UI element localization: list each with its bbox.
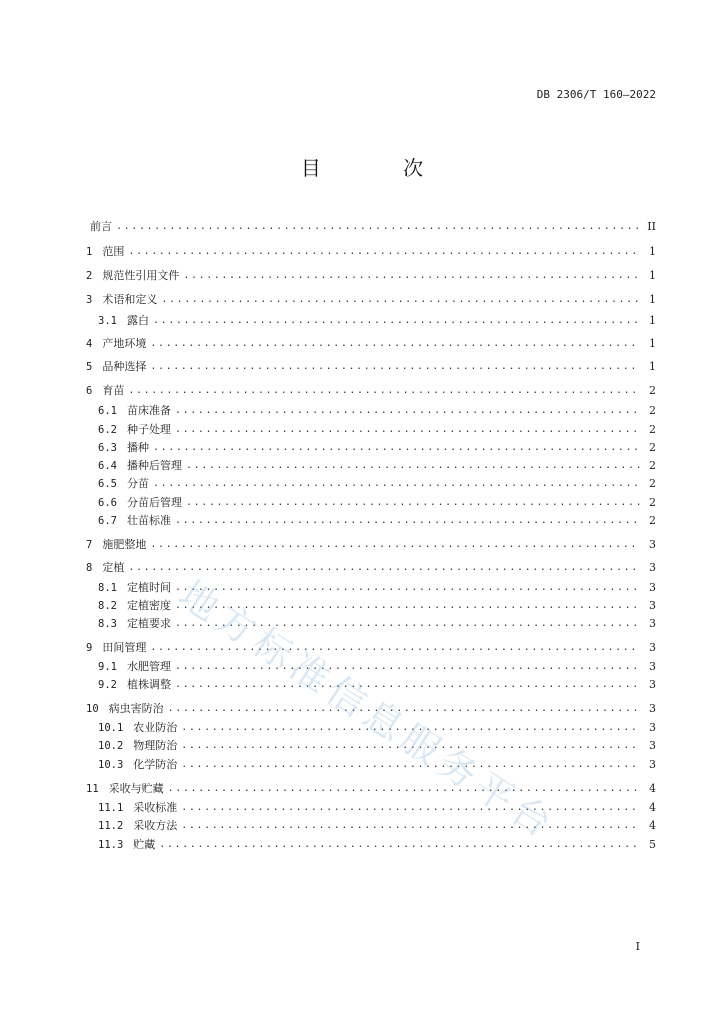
toc-leader-dots: [150, 640, 640, 656]
toc-subentry[interactable]: [86, 580, 656, 596]
toc-entry[interactable]: [86, 268, 656, 284]
toc-leader-dots: [175, 677, 640, 693]
toc-leader-dots: [128, 244, 640, 260]
toc-page-number: 3: [649, 758, 656, 771]
toc-entry[interactable]: [86, 244, 656, 260]
toc-entry-title: 化学防治: [133, 758, 178, 771]
toc-page-number: 3: [649, 660, 656, 673]
toc-page-number: 3: [649, 702, 656, 715]
toc-entry-title: 露白: [126, 314, 149, 327]
toc-entry-title: 农业防治: [133, 721, 178, 734]
toc-page-number: 1: [649, 293, 656, 306]
toc-subentry[interactable]: [86, 757, 656, 773]
toc-page-number: 1: [649, 314, 656, 327]
toc-leader-dots: [175, 616, 640, 632]
toc-entry-title: 物理防治: [133, 739, 178, 752]
toc-entry-number: 9: [86, 642, 93, 654]
toc-entry-title: 术语和定义: [102, 293, 158, 306]
toc-page-number: 5: [649, 838, 656, 851]
toc-entry-title: 定植密度: [126, 599, 171, 612]
toc-entry-title: 苗床准备: [126, 404, 171, 417]
toc-leader-dots: [150, 336, 640, 352]
toc-entry-number: 10.1: [98, 722, 124, 734]
toc-leader-dots: [175, 580, 640, 596]
toc-entry[interactable]: [86, 701, 656, 717]
toc-entry-number: 11.1: [98, 802, 124, 814]
toc-entry-title: 施肥整地: [102, 538, 147, 551]
toc-leader-dots: [150, 359, 640, 375]
toc-page-number: 2: [649, 423, 656, 436]
toc-leader-dots: [153, 313, 640, 329]
toc-entry-title: 分苗后管理: [126, 496, 182, 509]
toc-entry[interactable]: [86, 537, 656, 553]
toc-page-number: 3: [649, 561, 656, 574]
toc-entry-title: 采收标准: [133, 801, 178, 814]
toc-entry-number: 7: [86, 539, 93, 551]
toc-entry-title: 规范性引用文件: [102, 269, 180, 282]
toc-entry-number: 10.2: [98, 740, 124, 752]
toc-entry-number: 8.1: [98, 582, 117, 594]
toc-page-number: 2: [649, 404, 656, 417]
watermark: 地方标准信息服务平台: [171, 571, 565, 849]
toc-page-number: 2: [649, 459, 656, 472]
toc-entry-number: 6: [86, 385, 93, 397]
toc-leader-dots: [128, 560, 640, 576]
toc-page-number: 2: [649, 441, 656, 454]
toc-page-number: 2: [649, 384, 656, 397]
document-code: DB 2306/T 160—2022: [536, 88, 656, 101]
toc-entry-title: 播种后管理: [126, 459, 182, 472]
toc-entry[interactable]: [86, 560, 656, 576]
toc-leader-dots: [159, 837, 640, 853]
toc-subentry[interactable]: [86, 440, 656, 456]
toc-entry-title: 播种: [126, 441, 149, 454]
toc-leader-dots: [175, 513, 640, 529]
toc-entry-number: 9.2: [98, 679, 117, 691]
toc-subentry[interactable]: [86, 720, 656, 736]
toc-leader-dots: [186, 495, 640, 511]
toc-entry[interactable]: [86, 640, 656, 656]
toc-entry-number: 8.3: [98, 618, 117, 630]
toc-entry[interactable]: [86, 781, 656, 797]
toc-leader-dots: [181, 720, 640, 736]
toc-page-number: 4: [649, 819, 656, 832]
toc-leader-dots: [175, 403, 640, 419]
toc-entry-number: 5: [86, 361, 93, 373]
toc-entry-number: 6.6: [98, 497, 117, 509]
toc-entry[interactable]: [86, 219, 656, 235]
toc-entry[interactable]: [86, 336, 656, 352]
toc-entry[interactable]: [86, 292, 656, 308]
toc-entry-title: 壮苗标准: [126, 514, 171, 527]
toc-entry-number: 10: [86, 703, 99, 715]
toc-entry-number: 6.2: [98, 424, 117, 436]
toc-page-number: 3: [649, 581, 656, 594]
toc-entry-title: 贮藏: [133, 838, 156, 851]
toc-page-number: 4: [649, 782, 656, 795]
toc-leader-dots: [186, 458, 640, 474]
toc-leader-dots: [175, 598, 640, 614]
toc-leader-dots: [181, 738, 640, 754]
toc-entry-title: 育苗: [102, 384, 125, 397]
toc-entry-title: 病虫害防治: [108, 702, 164, 715]
toc-page-number: 1: [649, 360, 656, 373]
toc-page-number: 2: [649, 477, 656, 490]
toc-leader-dots: [116, 219, 640, 235]
toc-leader-dots: [150, 537, 640, 553]
toc-entry-number: 10.3: [98, 759, 124, 771]
toc-page-number: 3: [649, 538, 656, 551]
toc-entry-number: 3.1: [98, 315, 117, 327]
toc-entry-title: 田间管理: [102, 641, 147, 654]
toc-entry-number: 6.5: [98, 478, 117, 490]
toc-entry-number: 11: [86, 783, 99, 795]
toc-subentry[interactable]: [86, 513, 656, 529]
toc-entry-title: 前言: [90, 220, 112, 233]
toc-page-number: 3: [649, 599, 656, 612]
toc-subentry[interactable]: [86, 598, 656, 614]
toc-page-number: 4: [649, 801, 656, 814]
toc-entry[interactable]: [86, 359, 656, 375]
toc-entry-title: 采收与贮藏: [108, 782, 164, 795]
toc-subentry[interactable]: [86, 495, 656, 511]
toc-entry-number: 1: [86, 246, 93, 258]
toc-leader-dots: [168, 701, 640, 717]
toc-entry-title: 定植要求: [126, 617, 171, 630]
toc-entry-number: 2: [86, 270, 93, 282]
toc-subentry[interactable]: [86, 476, 656, 492]
toc-leader-dots: [175, 422, 640, 438]
toc-entry-title: 范围: [102, 245, 125, 258]
toc-leader-dots: [183, 268, 640, 284]
toc-page-number: II: [647, 220, 656, 233]
toc-entry-title: 水肥管理: [126, 660, 171, 673]
toc-subentry[interactable]: [86, 837, 656, 853]
toc-subentry[interactable]: [86, 616, 656, 632]
toc-entry-title: 种子处理: [126, 423, 171, 436]
toc-entry-number: 3: [86, 294, 93, 306]
toc-page-number: 3: [649, 721, 656, 734]
toc-entry-number: 4: [86, 338, 93, 350]
toc-leader-dots: [175, 659, 640, 675]
toc-page-number: 3: [649, 641, 656, 654]
toc-page-number: 1: [649, 337, 656, 350]
toc-entry-title: 采收方法: [133, 819, 178, 832]
toc-leader-dots: [153, 440, 640, 456]
toc-entry-number: 6.3: [98, 442, 117, 454]
toc-leader-dots: [153, 476, 640, 492]
toc-subentry[interactable]: [86, 738, 656, 754]
toc-page-number: 2: [649, 514, 656, 527]
toc-page-number: 2: [649, 496, 656, 509]
toc-entry-number: 6.4: [98, 460, 117, 472]
toc-entry[interactable]: [86, 383, 656, 399]
toc-subentry[interactable]: [86, 659, 656, 675]
page-number: I: [635, 940, 640, 953]
toc-entry-number: 8: [86, 562, 93, 574]
toc-entry-title: 定植: [102, 561, 125, 574]
toc-entry-number: 11.2: [98, 820, 124, 832]
toc-page-number: 1: [649, 269, 656, 282]
toc-entry-number: 11.3: [98, 839, 124, 851]
toc-page-number: 3: [649, 739, 656, 752]
toc-subentry[interactable]: [86, 818, 656, 834]
toc-subentry[interactable]: [86, 458, 656, 474]
toc-leader-dots: [128, 383, 640, 399]
toc-leader-dots: [168, 781, 640, 797]
toc-entry-number: 8.2: [98, 600, 117, 612]
toc-entry-title: 品种选择: [102, 360, 147, 373]
toc-entry-number: 9.1: [98, 661, 117, 673]
toc-leader-dots: [181, 800, 640, 816]
toc-leader-dots: [181, 818, 640, 834]
toc-leader-dots: [161, 292, 640, 308]
toc-page-number: 1: [649, 245, 656, 258]
toc-entry-number: 6.7: [98, 515, 117, 527]
toc-entry-title: 定植时间: [126, 581, 171, 594]
toc-entry-title: 产地环境: [102, 337, 147, 350]
toc-subentry[interactable]: [86, 403, 656, 419]
toc-page-number: 3: [649, 678, 656, 691]
toc-entry-number: 6.1: [98, 405, 117, 417]
toc-entry-title: 植株调整: [126, 678, 171, 691]
toc-page-number: 3: [649, 617, 656, 630]
toc-entry-title: 分苗: [126, 477, 149, 490]
toc-subentry[interactable]: [86, 313, 656, 329]
toc-subentry[interactable]: [86, 677, 656, 693]
toc-leader-dots: [181, 757, 640, 773]
toc-subentry[interactable]: [86, 422, 656, 438]
toc-title: 目 次: [300, 156, 462, 180]
toc-subentry[interactable]: [86, 800, 656, 816]
